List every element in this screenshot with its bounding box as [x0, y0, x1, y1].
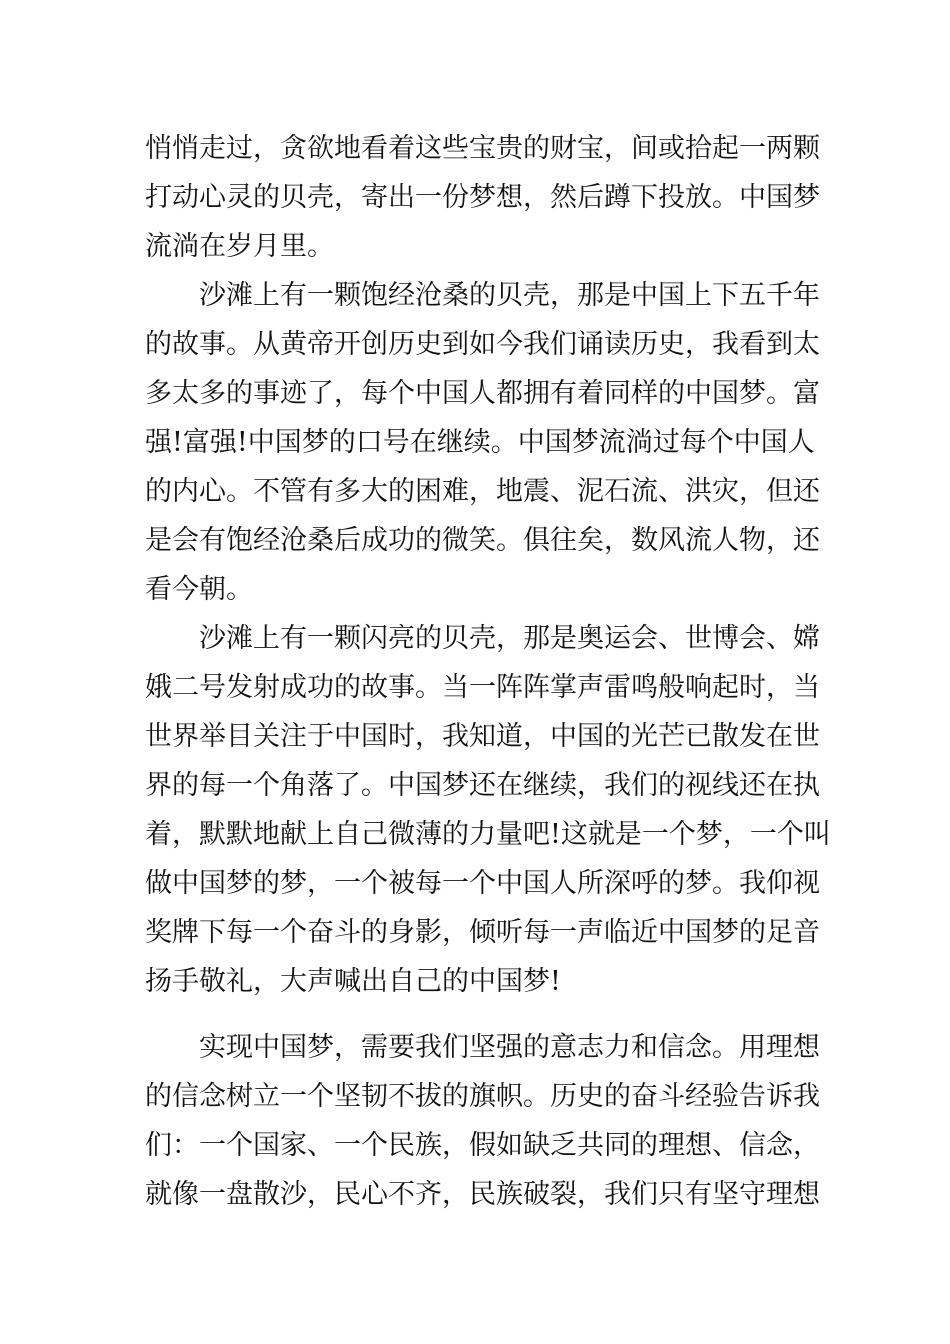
paragraph-start-line: 实现中国梦，需要我们坚强的意志力和信念。用理想 [199, 1032, 820, 1063]
text-line: 奖牌下每一个奋斗的身影，倾听每一声临近中国梦的足音 [145, 917, 820, 948]
text-line: 的信念树立一个坚韧不拔的旗帜。历史的奋斗经验告诉我 [145, 1081, 820, 1112]
text-line: 世界举目关注于中国时，我知道，中国的光芒已散发在世 [145, 721, 820, 752]
text-line: 们：一个国家、一个民族，假如缺乏共同的理想、信念， [145, 1130, 820, 1161]
text-line: 悄悄走过，贪欲地看着这些宝贵的财宝，间或拾起一两颗 [145, 133, 820, 164]
text-line: 着，默默地献上自己微薄的力量吧!这就是一个梦，一个叫 [145, 819, 831, 850]
text-line: 就像一盘散沙，民心不齐，民族破裂，我们只有坚守理想 [145, 1179, 820, 1210]
text-line: 是会有饱经沧桑后成功的微笑。俱往矣，数风流人物，还 [145, 525, 820, 556]
text-line: 界的每一个角落了。中国梦还在继续，我们的视线还在执 [145, 770, 820, 801]
text-line: 强!富强!中国梦的口号在继续。中国梦流淌过每个中国人 [145, 427, 815, 458]
text-line: 多太多的事迹了，每个中国人都拥有着同样的中国梦。富 [145, 378, 820, 409]
text-line: 娥二号发射成功的故事。当一阵阵掌声雷鸣般响起时，当 [145, 672, 820, 703]
text-line: 的内心。不管有多大的困难，地震、泥石流、洪灾，但还 [145, 476, 820, 507]
text-line: 做中国梦的梦，一个被每一个中国人所深呼的梦。我仰视 [145, 868, 820, 899]
text-line: 流淌在岁月里。 [145, 231, 334, 262]
text-line: 看今朝。 [145, 574, 253, 605]
text-line: 打动心灵的贝壳，寄出一份梦想，然后蹲下投放。中国梦 [145, 182, 820, 213]
text-line: 扬手敬礼，大声喊出自己的中国梦! [145, 966, 561, 997]
paragraph-start-line: 沙滩上有一颗闪亮的贝壳，那是奥运会、世博会、嫦 [199, 623, 820, 654]
text-line: 的故事。从黄帝开创历史到如今我们诵读历史，我看到太 [145, 329, 820, 360]
paragraph-start-line: 沙滩上有一颗饱经沧桑的贝壳，那是中国上下五千年 [199, 280, 820, 311]
